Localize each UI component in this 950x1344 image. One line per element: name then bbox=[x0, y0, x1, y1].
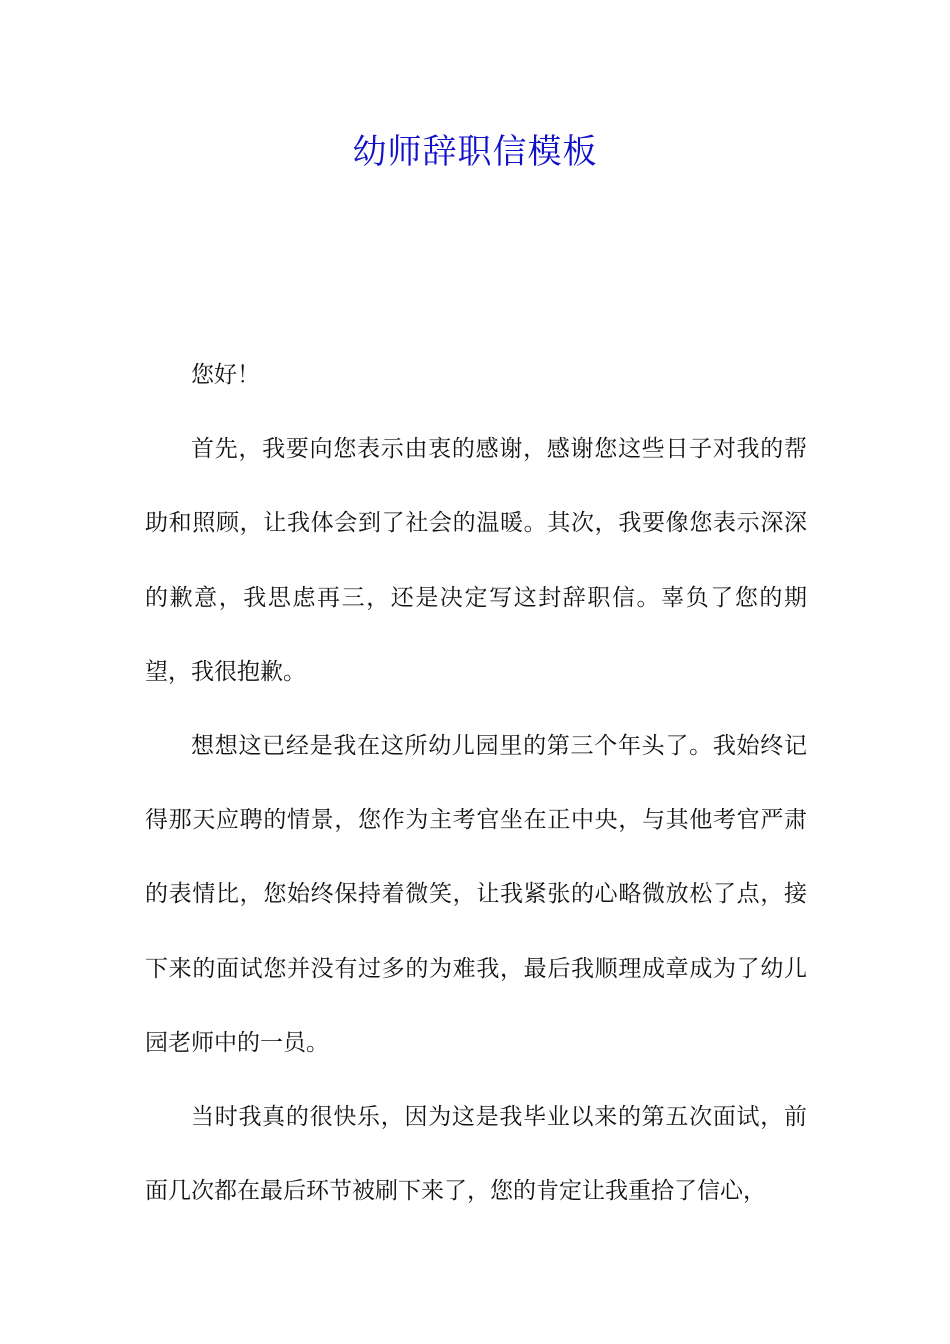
letter-greeting: 您好！ bbox=[191, 362, 260, 388]
letter-paragraph-1: 首先，我要向您表示由衷的感谢，感谢您这些日子对我的帮助和照顾，让我体会到了社会的温暖。其次，我要像您表示深深的歉意，我思虑再三，还是决定写这封辞职信。辜负了您的期望，我很抱歉。 bbox=[145, 436, 807, 685]
letter-body bbox=[145, 338, 807, 1228]
document-title: 幼师辞职信模板 bbox=[352, 132, 598, 172]
letter-paragraph-2: 想想这已经是我在这所幼儿园里的第三个年头了。我始终记得那天应聘的情景，您作为主考官坐在正中央，与其他考官严肃的表情比，您始终保持着微笑，让我紧张的心略微放松了点，接下来的面试您并没有过多的为难我，最后我顺理成章成为了幼儿园老师中的一员。 bbox=[145, 733, 807, 1056]
letter-paragraph-3: 当时我真的很快乐，因为这是我毕业以来的第五次面试，前面几次都在最后环节被刷下来了，您的肯定让我重拾了信心， bbox=[145, 1104, 807, 1205]
